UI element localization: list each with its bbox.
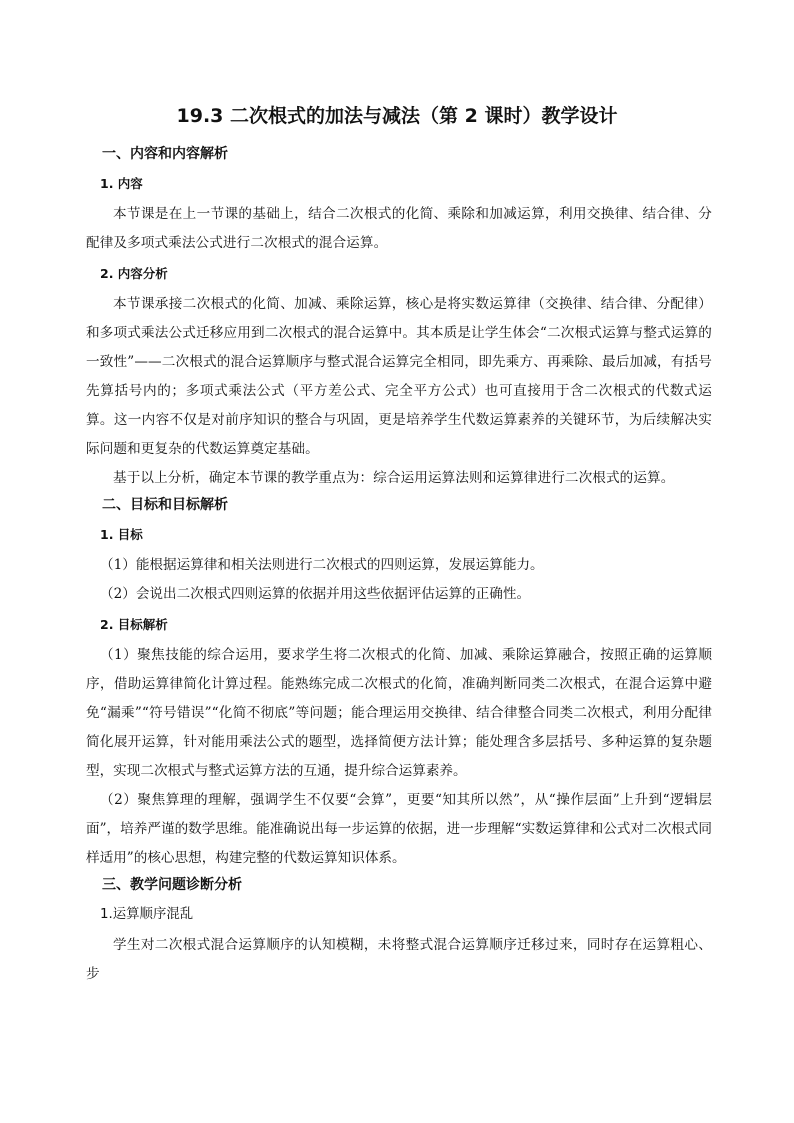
goal-item-2: （2）会说出二次根式四则运算的依据并用这些依据评估运算的正确性。 — [100, 586, 531, 602]
subsection-heading-3-1: 1.运算顺序混乱 — [100, 907, 194, 922]
section-heading-3: 三、教学问题诊断分析 — [102, 877, 242, 893]
paragraph-content: 本节课是在上一节课的基础上，结合二次根式的化简、乘除和加减运算，利用交换律、结合律、分配律及多项式乘法公式进行二次根式的混合运算。 — [86, 206, 712, 251]
document-body — [86, 142, 712, 989]
paragraph-problem-diagnosis: 学生对二次根式混合运算顺序的认知模糊，未将整式混合运算顺序迁移过来，同时存在运算粗心、步 — [86, 937, 712, 982]
section-heading-2: 二、目标和目标解析 — [102, 497, 228, 513]
paragraph-content-analysis: 本节课承接二次根式的化简、加减、乘除运算，核心是将实数运算律（交换律、结合律、分配律）和多项式乘法公式迁移应用到二次根式的混合运算中。其本质是让学生体会“二次根式运算与整式运算的一致性”——二次根式的混合运算顺序与整式混合运算完全相同，即先乘方、再乘除、最后加减，有括号先算括号内的；多项式乘法公式（平方差公式、完全平方公式）也可直接用于含二次根式的代数式运算。这一内容不仅是对前序知识的整合与巩固，更是培养学生代数运算素养的关键环节，为后续解决实际问题和更复杂的代数运算奠定基础。 — [86, 296, 712, 457]
goal-analysis-item-2: （2）聚焦算理的理解，强调学生不仅要“会算”，更要“知其所以然”，从“操作层面”上升到“逻辑层面”，培养严谨的数学思维。能准确说出每一步运算的依据，进一步理解“实数运算律和公式对二次根式同样适用”的核心思想，构建完整的代数运算知识体系。 — [86, 792, 712, 866]
subsection-heading-1-2: 2. 内容分析 — [100, 266, 168, 281]
document-title: 19.3 二次根式的加法与减法（第 2 课时）教学设计 — [176, 105, 618, 127]
subsection-heading-2-2: 2. 目标解析 — [100, 617, 168, 632]
subsection-heading-1-1: 1. 内容 — [100, 176, 143, 191]
section-heading-1: 一、内容和内容解析 — [102, 146, 228, 162]
subsection-heading-2-1: 1. 目标 — [100, 527, 143, 542]
goal-item-1: （1）能根据运算律和相关法则进行二次根式的四则运算，发展运算能力。 — [100, 557, 544, 573]
goal-analysis-item-1: （1）聚焦技能的综合运用，要求学生将二次根式的化简、加减、乘除运算融合，按照正确的运算顺序，借助运算律简化计算过程。能熟练完成二次根式的化简，准确判断同类二次根式，在混合运算中避免“漏乘”“符号错误”“化简不彻底”等问题；能合理运用交换律、结合律整合同类二次根式，利用分配律简化展开运算，针对能用乘法公式的题型，选择简便方法计算；能处理含多层括号、多种运算的复杂题型，实现二次根式与整式运算方法的互通，提升综合运算素养。 — [86, 647, 712, 779]
paragraph-teaching-focus: 基于以上分析，确定本节课的教学重点为：综合运用运算法则和运算律进行二次根式的运算。 — [113, 470, 675, 486]
